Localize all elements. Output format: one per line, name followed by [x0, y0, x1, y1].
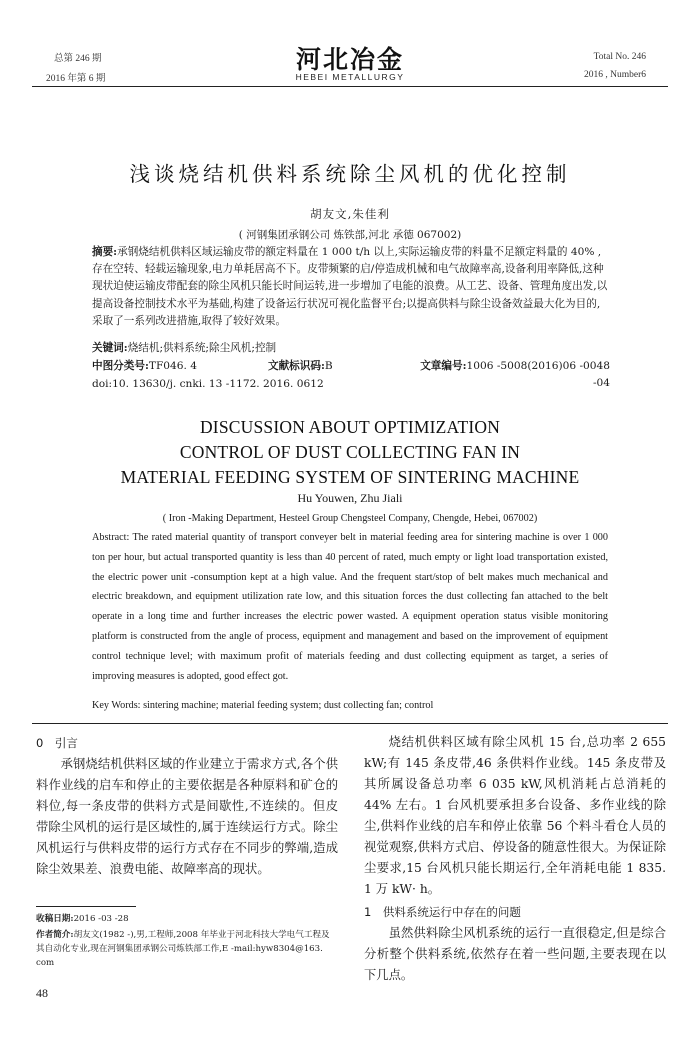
authors-en: Hu Youwen, Zhu Jiali: [297, 491, 403, 505]
article-no-value: 1006 -5008(2016)06 -0048 -04: [466, 360, 610, 390]
article-no-label: 文章编号:: [420, 360, 467, 372]
classification-label: 中图分类号:: [92, 360, 149, 372]
author-bio-label: 作者简介:: [36, 930, 74, 940]
keywords-en-text: sintering machine; material feeding system; dust collecting fan; control: [143, 700, 434, 711]
header-issue-cn: 2016 年第 6 期: [46, 74, 106, 84]
right-column-body: [364, 732, 666, 900]
title-en-line-2: CONTROL OF DUST COLLECTING FAN IN: [179, 442, 521, 462]
affiliation-en: ( Iron -Making Department, Hesteel Group Chengsteel Company, Chengde, Hebei, 067002): [162, 513, 538, 524]
title-cn: 浅谈烧结机供料系统除尘风机的优化控制: [129, 162, 571, 186]
header-total-issue-en: Total No. 246: [593, 52, 646, 62]
authors-cn: 胡友文,朱佳利: [310, 207, 390, 221]
doc-code-value: B: [324, 360, 333, 372]
journal-logo: 河北冶金: [295, 45, 404, 74]
classification-value: TF046. 4: [148, 360, 198, 372]
abstract-cn: [92, 244, 608, 330]
right-paragraph-2: 虽然供料除尘风机系统的运行一直很稳定,但是综合分析整个供料系统,依然存在着一些问题,主要表现在以下几点。: [364, 926, 666, 982]
doc-code-label: 文献标识码:: [268, 360, 325, 372]
abstract-en-label: Abstract:: [92, 532, 130, 543]
section-0-paragraph: 承钢烧结机供料区域的作业建立于需求方式,各个供料作业线的启车和停止的主要依据是各种原料和矿仓的料位,每一条皮带的供料方式是间歇性,不连续的。但皮带除尘风机的运行是区域性的,属于连续运行方式。除尘风机运行与供料皮带的运行方式存在不同步的弊端,造成除尘效果差、浪费电能、故障率高的现状。: [36, 757, 338, 876]
section-0-body: [36, 754, 338, 880]
footnote-rule: [36, 906, 136, 907]
received-label: 收稿日期:: [36, 914, 74, 924]
abstract-cn-text: 承钢烧结机供料区域运输皮带的额定料量在 1 000 t/h 以上,实际运输皮带的料量不足额定料量的 40% ,存在空转、轻载运输现象,电力单耗居高不下。皮带频繁的启/停造成机械和电气故障率高,设备利用率降低,这种现状迫使运输皮带配套的除尘风机只能长时间运转,进一步增加了电能的浪费。从工艺、设备、管理角度出发,以提高设备控制技术水平为基础,构建了设备运行状况可视化监督平台;以提高供料与除尘设备效益最大化为目的,采取了一系列改进措施,取得了较好效果。: [92, 246, 608, 327]
keywords-cn: [92, 340, 608, 357]
title-en-line-3: MATERIAL FEEDING SYSTEM OF SINTERING MACHINE: [120, 467, 580, 487]
abstract-rule: [32, 723, 668, 724]
keywords-cn-text: 烧结机;供料系统;除尘风机;控制: [127, 342, 277, 354]
affiliation-cn: ( 河钢集团承钢公司 炼铁部,河北 承德 067002): [238, 229, 462, 241]
header-rule: [32, 86, 668, 87]
footnote-author: [36, 928, 338, 970]
keywords-en-label: Key Words:: [92, 700, 141, 711]
abstract-en: [92, 528, 608, 686]
author-bio-text: 胡友文(1982 -),男,工程师,2008 年毕业于河北科技大学电气工程及其自动化专业,现在河钢集团承钢公司炼铁部工作,E -mail:hyw8304@163. com: [36, 930, 330, 968]
footnote-received: [36, 912, 338, 926]
document-code: [268, 358, 398, 375]
section-1-heading: 1 供料系统运行中存在的问题: [364, 905, 521, 919]
right-paragraph-1: 烧结机供料区域有除尘风机 15 台,总功率 2 655 kW;有 145 条皮带,46 条供料作业线。145 条皮带及其所属设备总功率 6 035 kW,风机消耗占总消耗的 44% 左右。1 台风机要承担多台设备、多作业线的除尘,供料作业线的启车和停止依靠 56 个料斗看仓人员的视觉观察,供料方式启、停设备的随意性很大。为保证除尘要求,15 台风机只能长期运行,全年消耗电能 1 835. 1 万 kW· h。: [364, 735, 666, 896]
title-en-line-1: DISCUSSION ABOUT OPTIMIZATION: [199, 417, 501, 437]
keywords-cn-label: 关键词:: [92, 342, 128, 354]
abstract-en-text: The rated material quantity of transport conveyer belt in material feeding area for sintering machine is over 1 000 ton per hour, but actual transported quantity is less than 40 percent of rated, much empty or light load transportation existed, the electric power unit -consumption kept at a high value. And the frequent start/stop of belt makes much mechanical and electric breakdown, and equipment utilization rate low, and this situation forces the dust collecting fan attached to the belt operate in a long time and further increases the electric power wasted. A equipment operation status visible monitoring platform is constructed from the angle of process, equipment and management and based on the improvement of equipment control technique level; with maximum profit of materials feeding and dust collecting equipment as target, a series of improving measures is adopted, good effect got.: [92, 532, 608, 682]
section-1-body: [364, 923, 666, 986]
header-total-issue-cn: 总第 246 期: [54, 54, 102, 64]
header-issue-en: 2016 , Number6: [583, 70, 646, 80]
section-0-heading: 0 引言: [36, 736, 78, 750]
keywords-en: [92, 696, 608, 716]
page-number: 48: [36, 986, 48, 1000]
abstract-cn-label: 摘要:: [92, 246, 118, 258]
classification-number: [92, 358, 262, 375]
doi: doi:10. 13630/j. cnki. 13 -1172. 2016. 0612: [92, 378, 324, 390]
received-date: 2016 -03 -28: [73, 914, 129, 924]
journal-logo-sub: HEBEI METALLURGY: [295, 72, 405, 82]
